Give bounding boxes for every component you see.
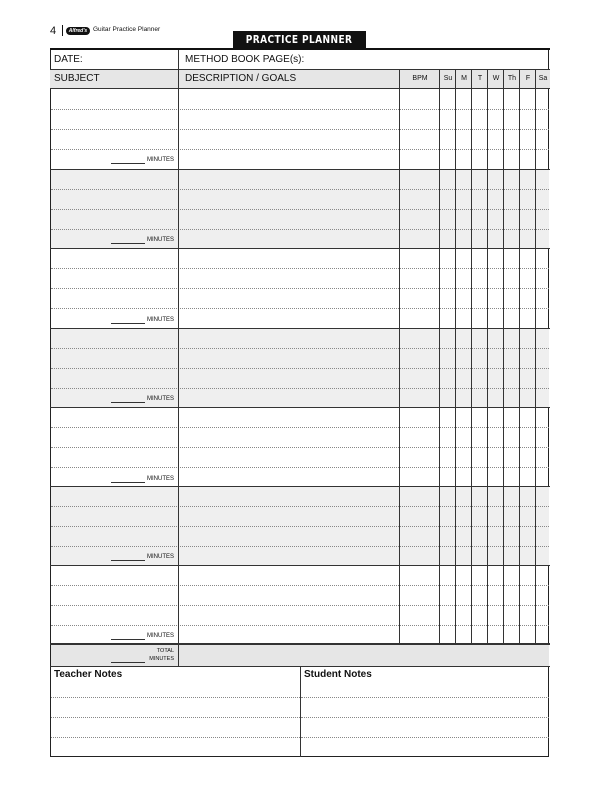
- writing-line: [51, 308, 549, 309]
- day-column-divider: [503, 70, 504, 644]
- section-divider: [50, 328, 550, 329]
- minutes-blank[interactable]: [111, 482, 145, 483]
- minutes-label: MINUTES: [147, 476, 174, 482]
- page-title-banner: [233, 31, 366, 49]
- minutes-label: MINUTES: [147, 157, 174, 163]
- header-bottom-rule: [50, 88, 550, 89]
- writing-line: [51, 109, 549, 110]
- writing-line: [51, 348, 549, 349]
- student-notes-line[interactable]: [301, 717, 549, 718]
- writing-line: [51, 467, 549, 468]
- writing-line: [51, 149, 549, 150]
- minutes-label: MINUTES: [147, 317, 174, 323]
- teacher-notes-title: Teacher Notes: [54, 669, 123, 680]
- writing-line: [51, 388, 549, 389]
- day-column-divider: [487, 70, 488, 644]
- bpm-header: BPM: [412, 75, 428, 82]
- total-label-line2: MINUTES: [149, 656, 174, 662]
- minutes-label: MINUTES: [147, 396, 174, 402]
- section-divider: [50, 486, 550, 487]
- writing-line: [51, 585, 549, 586]
- column-header-row: [50, 70, 550, 89]
- day-header-t: T: [477, 75, 483, 82]
- writing-line: [51, 605, 549, 606]
- writing-line: [51, 526, 549, 527]
- description-column-divider: [399, 70, 400, 644]
- page-number: 4: [50, 25, 57, 37]
- day-header-m: M: [461, 75, 467, 82]
- day-header-f: F: [525, 75, 531, 82]
- total-minutes-blank[interactable]: [111, 662, 145, 663]
- day-column-divider: [535, 70, 536, 644]
- subject-header: SUBJECT: [54, 73, 100, 84]
- writing-line: [51, 288, 549, 289]
- writing-line: [51, 625, 549, 626]
- writing-line: [51, 447, 549, 448]
- minutes-label: MINUTES: [147, 237, 174, 243]
- subject-column-divider: [178, 70, 179, 667]
- minutes-blank[interactable]: [111, 402, 145, 403]
- total-label-line1: TOTAL: [156, 648, 174, 654]
- minutes-blank[interactable]: [111, 323, 145, 324]
- day-header-w: W: [492, 75, 500, 82]
- date-divider: [178, 50, 179, 69]
- day-column-divider: [519, 70, 520, 644]
- brand-logo: Alfred's: [66, 27, 90, 35]
- notes-divider: [300, 667, 301, 757]
- bpm-column-divider: [439, 70, 440, 644]
- minutes-blank[interactable]: [111, 163, 145, 164]
- section-divider: [50, 407, 550, 408]
- minutes-label: MINUTES: [147, 554, 174, 560]
- section-divider: [50, 169, 550, 170]
- day-column-divider: [455, 70, 456, 644]
- description-header: DESCRIPTION / GOALS: [185, 73, 297, 84]
- writing-line: [51, 129, 549, 130]
- writing-line: [51, 189, 549, 190]
- writing-line: [51, 427, 549, 428]
- minutes-blank[interactable]: [111, 243, 145, 244]
- day-column-divider: [471, 70, 472, 644]
- student-notes-line[interactable]: [301, 697, 549, 698]
- writing-line: [51, 209, 549, 210]
- student-notes-title: Student Notes: [304, 669, 372, 680]
- total-minutes-row: [51, 645, 549, 667]
- teacher-notes-line[interactable]: [51, 717, 300, 718]
- day-header-sa: Sa: [538, 75, 548, 82]
- date-label: DATE:: [54, 54, 83, 65]
- writing-line: [51, 268, 549, 269]
- book-title: Guitar Practice Planner: [93, 26, 161, 33]
- student-notes-line[interactable]: [301, 737, 549, 738]
- minutes-blank[interactable]: [111, 639, 145, 640]
- section-divider: [50, 248, 550, 249]
- teacher-notes-line[interactable]: [51, 697, 300, 698]
- writing-line: [51, 506, 549, 507]
- writing-line: [51, 546, 549, 547]
- method-book-label: METHOD BOOK PAGE(s):: [185, 54, 305, 65]
- section-divider: [50, 565, 550, 566]
- writing-line: [51, 229, 549, 230]
- day-header-th: Th: [507, 75, 517, 82]
- minutes-blank[interactable]: [111, 560, 145, 561]
- teacher-notes-line[interactable]: [51, 737, 300, 738]
- day-header-su: Su: [443, 75, 453, 82]
- page-title: PRACTICE PLANNER: [246, 33, 353, 46]
- header-divider: [62, 25, 63, 36]
- minutes-label: MINUTES: [147, 633, 174, 639]
- date-row: [50, 50, 550, 70]
- writing-line: [51, 368, 549, 369]
